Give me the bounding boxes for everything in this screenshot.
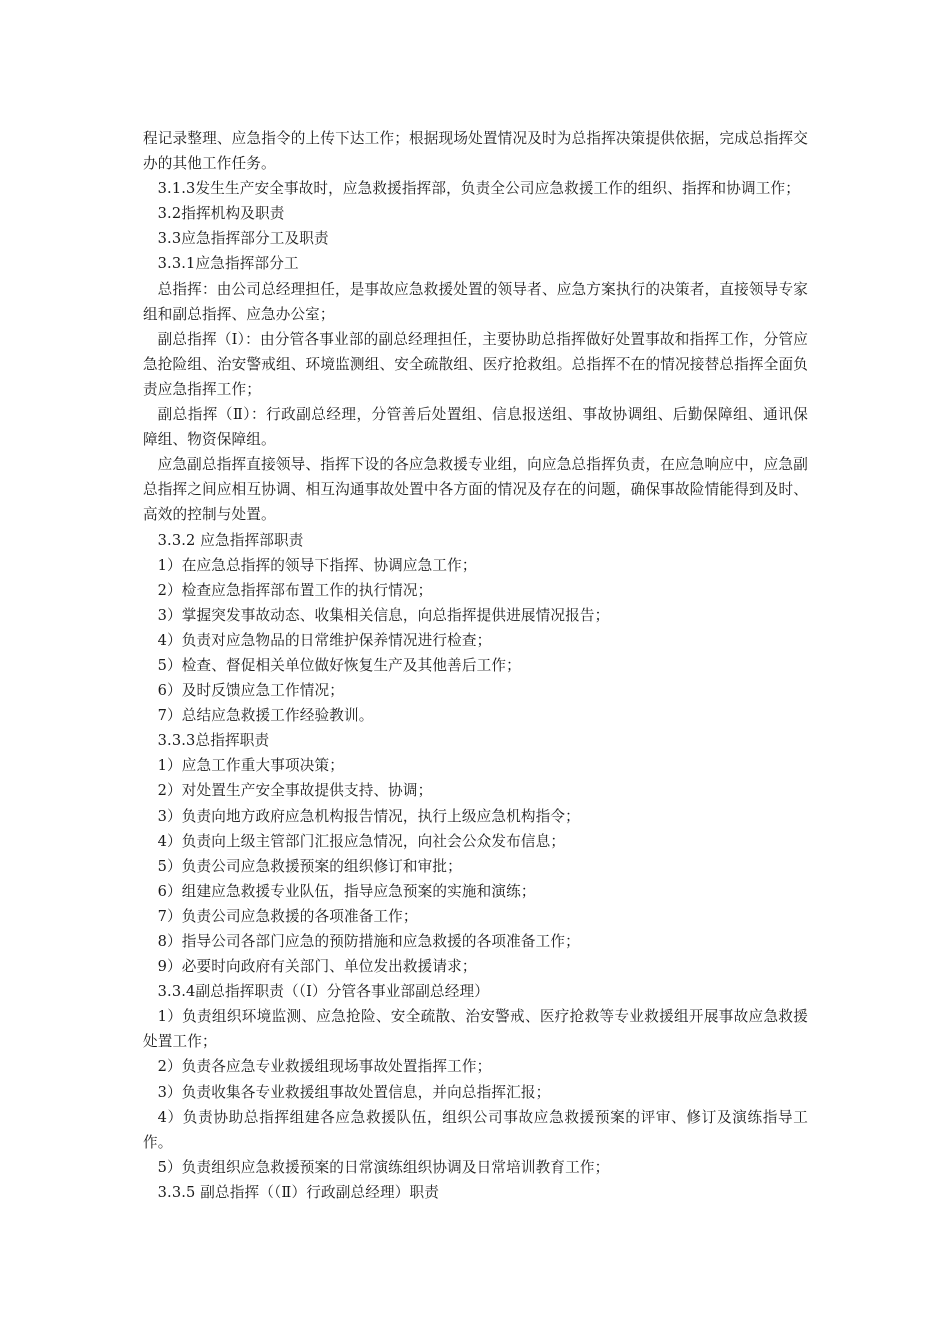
list-item: 2）负责各应急专业救援组现场事故处置指挥工作； — [157, 1058, 492, 1076]
list-item: 2）检查应急指挥部布置工作的执行情况； — [157, 581, 433, 599]
list-item: 6）及时反馈应急工作情况； — [157, 682, 344, 700]
list-item: 3）掌握突发事故动态、收集相关信息，向总指挥提供进展情况报告； — [157, 606, 610, 624]
paragraph-commander: 总指挥：由公司总经理担任，是事故应急救援处置的领导者、应急方案执行的决策者，直接领导专家组和副总指挥、应急办公室； — [143, 280, 808, 323]
list-item: 1）应急工作重大事项决策； — [157, 757, 344, 775]
list-item: 8）指导公司各部门应急的预防措施和应急救援的各项准备工作； — [157, 933, 580, 950]
list-item: 5）检查、督促相关单位做好恢复生产及其他善后工作； — [157, 656, 521, 674]
list-item: 4）负责对应急物品的日常维护保养情况进行检查； — [157, 631, 492, 649]
list-item: 4）负责向上级主管部门汇报应急情况，向社会公众发布信息； — [157, 832, 566, 850]
heading-3-3-5: 3.3.5 副总指挥（（Ⅱ）行政副总经理）职责 — [157, 1183, 439, 1201]
heading-3-3-3: 3.3.3总指挥职责 — [157, 732, 270, 750]
paragraph-continuation: 程记录整理、应急指令的上传下达工作；根据现场处置情况及时为总指挥决策提供依据，完成总指挥交办的其他工作任务。 — [143, 130, 808, 173]
list-item: 1）负责组织环境监测、应急抢险、安全疏散、治安警戒、医疗抢救等专业救援组开展事故应急救援处置工作； — [143, 1008, 808, 1051]
list-item: 4）负责协助总指挥组建各应急救援队伍，组织公司事故应急救援预案的评审、修订及演练指导工作。 — [143, 1108, 808, 1151]
list-item: 2）对处置生产安全事故提供支持、协调； — [157, 782, 433, 800]
list-item: 5）负责组织应急救援预案的日常演练组织协调及日常培训教育工作； — [157, 1158, 610, 1176]
list-item: 6）组建应急救援专业队伍，指导应急预案的实施和演练； — [157, 882, 536, 900]
list-item: 9）必要时向政府有关部门、单位发出救援请求； — [157, 958, 477, 976]
list-item: 3）负责收集各专业救援组事故处置信息，并向总指挥汇报； — [157, 1083, 551, 1101]
heading-3-3-2: 3.3.2 应急指挥部职责 — [157, 531, 304, 549]
list-item: 1）在应急总指挥的领导下指挥、协调应急工作； — [157, 556, 477, 574]
paragraph-3-1-3: 3.1.3发生生产安全事故时，应急救援指挥部，负责全公司应急救援工作的组织、指挥和协调工作； — [157, 180, 800, 198]
list-item: 7）总结应急救援工作经验教训。 — [157, 707, 374, 725]
document-body — [143, 126, 808, 1205]
paragraph-deputy-commander-1: 副总指挥（Ⅰ）：由分管各事业部的副总经理担任，主要协助总指挥做好处置事故和指挥工作，分管应急抢险组、治安警戒组、环境监测组、安全疏散组、医疗抢救组。总指挥不在的情况接替总指挥全面负责应急指挥工作； — [143, 330, 808, 398]
heading-3-3-4: 3.3.4副总指挥职责（（Ⅰ）分管各事业部副总经理） — [157, 983, 489, 1001]
heading-3-3-1: 3.3.1应急指挥部分工 — [157, 255, 299, 273]
list-item: 7）负责公司应急救援的各项准备工作； — [157, 907, 418, 925]
paragraph-deputy-commander-2: 副总指挥（Ⅱ）：行政副总经理，分管善后处置组、信息报送组、事故协调组、后勤保障组、通讯保障组、物资保障组。 — [143, 406, 808, 449]
paragraph-deputy-leadership: 应急副总指挥直接领导、指挥下设的各应急救援专业组，向应急总指挥负责，在应急响应中，应急副总指挥之间应相互协调、相互沟通事故处置中各方面的情况及存在的问题，确保事故险情能得到及时、高效的控制与处置。 — [143, 456, 808, 524]
list-item: 3）负责向地方政府应急机构报告情况，执行上级应急机构指令； — [157, 807, 580, 825]
list-item: 5）负责公司应急救援预案的组织修订和审批； — [157, 857, 462, 875]
heading-3-3: 3.3应急指挥部分工及职责 — [157, 230, 329, 248]
heading-3-2: 3.2指挥机构及职责 — [157, 205, 285, 223]
